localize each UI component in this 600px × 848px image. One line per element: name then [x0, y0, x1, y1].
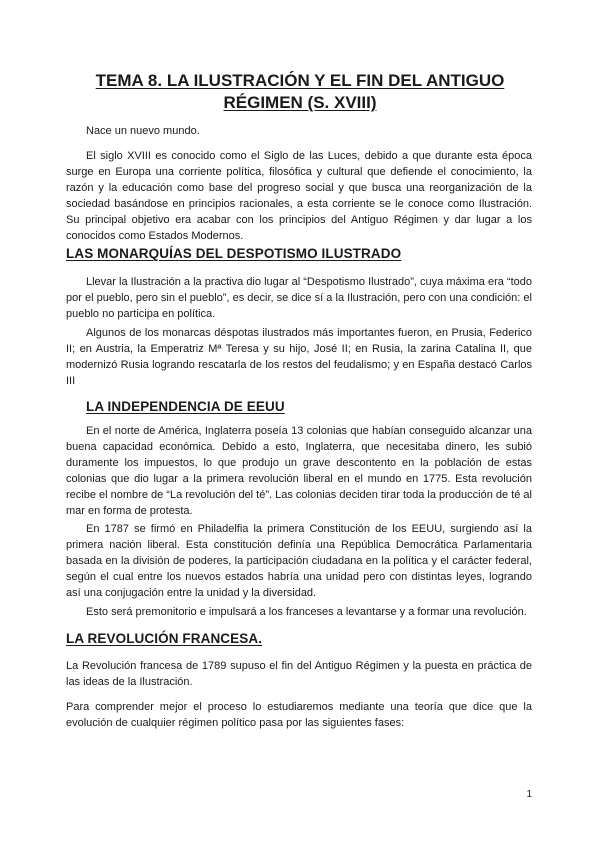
intro-paragraph: El siglo XVIII es conocido como el Siglo de las Luces, debido a que durante esta época surge en Europa una corriente política, filosófica y cultural que defiende el conocimiento, la razón y la educación como base del progreso social y que busca una reorganización de la sociedad basándose en principios racionales, a esta corriente se le conoce como Ilustración. Su principal objetivo era acabar con los principios del Antiguo Régimen y dar lugar a los conocidos como Estados Modernos. — [66, 150, 532, 242]
section-heading-despotismo: LAS MONARQUÍAS DEL DESPOTISMO ILUSTRADO — [66, 246, 402, 261]
page-number: 1 — [526, 789, 532, 800]
title-line-2: RÉGIMEN (S. XVIII) — [223, 93, 377, 112]
section-paragraph: Para comprender mejor el proceso lo estudiaremos mediante una teoría que dice que la evolución de cualquier régimen político pasa por las siguientes fases: — [66, 701, 532, 729]
section-paragraph: En el norte de América, Inglaterra poseía 13 colonias que habían conseguido alcanzar una buena capacidad económica. Debido a esto, Inglaterra, que necesitaba dinero, les subió duramente los impuestos, lo que produjo un grave descontento en la población de estas colonias que dio lugar a la primera revolución liberal en el mundo en 1775. Esta revolución recibe el nombre de “La revolución del té”. Las colonias deciden tirar toda la producción de té al mar en forma de protesta. — [66, 425, 532, 517]
page-title — [70, 70, 530, 114]
section-paragraph: Esto será premonitorio e impulsará a los franceses a levantarse y a formar una revolución. — [86, 606, 527, 618]
section-heading-independencia: LA INDEPENDENCIA DE EEUU — [86, 399, 285, 414]
section-paragraph: La Revolución francesa de 1789 supuso el fin del Antiguo Régimen y la puesta en práctica de las ideas de la Ilustración. — [66, 660, 532, 688]
section-paragraph: En 1787 se firmó en Philadelfia la primera Constitución de los EEUU, surgiendo así la primera nación liberal. Esta constitución definía una República Democrática Parlamentaria basada en la división de poderes, la participación ciudadana en la política y el carácter federal, según el cual entre los nuevos estados habría una unidad pero con distintas leyes, logrando así una conjugación entre la unidad y la diversidad. — [66, 523, 532, 599]
title-line-1: TEMA 8. LA ILUSTRACIÓN Y EL FIN DEL ANTIGUO — [95, 71, 505, 90]
intro-line: Nace un nuevo mundo. — [86, 125, 200, 137]
section-paragraph: Llevar la Ilustración a la practiva dio lugar al “Despotismo Ilustrado”, cuya máxima era “todo por el pueblo, pero sin el pueblo”, es decir, se dice sí a la Ilustración, pero con una condición: el pueblo no participa en política. — [66, 276, 532, 320]
section-paragraph: Algunos de los monarcas déspotas ilustrados más importantes fueron, en Prusia, Federico II; en Austria, la Emperatriz Mª Teresa y su hijo, José II; en Rusia, la zarina Catalina II, que modernizó Rusia logrando rescatarla de los restos del feudalismo; y en España destacó Carlos III — [66, 327, 532, 387]
section-heading-revolucion: LA REVOLUCIÓN FRANCESA. — [66, 631, 263, 646]
